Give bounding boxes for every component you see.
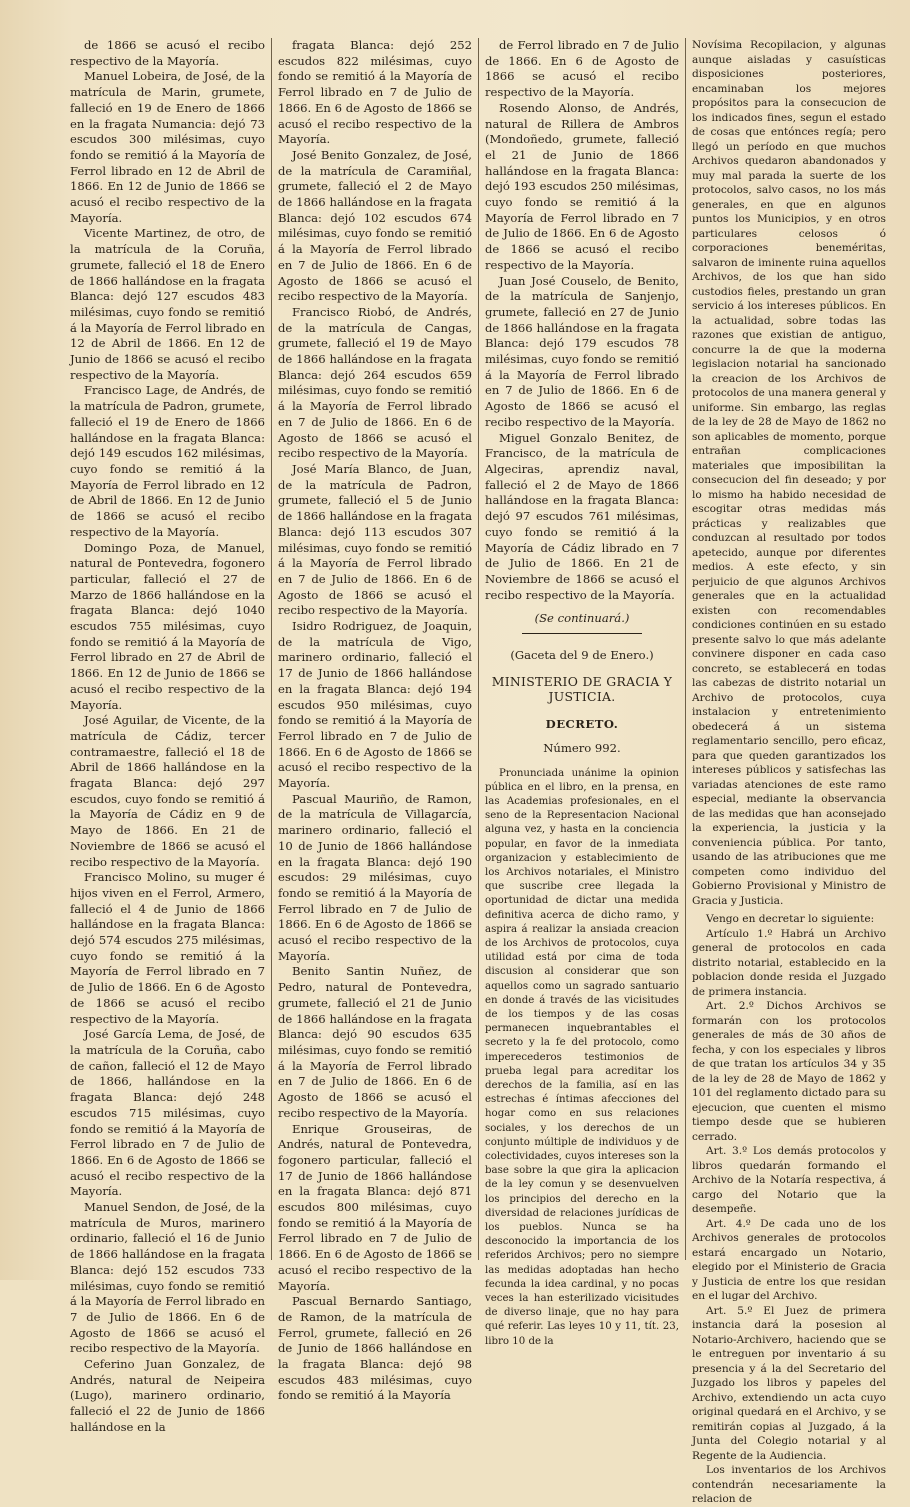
column-3 (478, 38, 685, 1347)
paragraph: Benito Santin Nuñez, de Pedro, natural de Pontevedra, grumete, falleció el 21 de Junio de 1866 hallándose en la fragata Blanca: dejó 90 escudos 635 milésimas, cuyo fondo se remitió á la Mayoría de Ferrol librado en 7 de Julio de 1866. En 6 de Agosto de 1866 se acusó el recibo respectivo de la Mayoría. (278, 964, 472, 1120)
decree-number: Número 992. (543, 740, 621, 755)
paragraph: de Ferrol librado en 7 de Julio de 1866. En 6 de Agosto de 1866 se acusó el recibo respectivo de la Mayoría. (485, 38, 679, 100)
decree-article: Los inventarios de los Archivos contendrán necesariamente la relacion de (692, 1464, 886, 1505)
paragraph: Francisco Molino, su muger é hijos viven en el Ferrol, Armero, falleció el 4 de Junio de 1866 hallándose en la fragata Blanca: dejó 574 escudos 275 milésimas, cuyo fondo se remitió á la Mayoría de Ferrol librado en 7 de Julio de 1866. En 6 de Agosto de 1866 se acusó el recibo respectivo de la Mayoría. (70, 870, 265, 1026)
continued-note: (Se continuará.) (534, 611, 630, 626)
decree-enacting-clause: Vengo en decretar lo siguiente: (706, 913, 875, 925)
decree-article: Art. 5.º El Juez de primera instancia dará la posesion al Notario-Archivero, haciendo que se le entreguen por inventario á su presencia y á la del Secretario del Juzgado los libros y papeles del Archivo, extendiendo un acta cuyo original quedará en el Archivo, y se remitirán copias al Juzgado, á la Junta del Colegio notarial y al Regente de la Audiencia. (692, 1304, 886, 1462)
paragraph: Domingo Poza, de Manuel, natural de Pontevedra, fogonero particular, falleció el 27 de Marzo de 1866 hallándose en la fragata Blanca: dejó 1040 escudos 755 milésimas, cuyo fondo se remitió á la Mayoría de Ferrol librado en 27 de Abril de 1866. En 12 de Junio de 1866 se acusó el recibo respectivo de la Mayoría. (70, 540, 265, 712)
paragraph: Manuel Sendon, de José, de la matrícula de Muros, marinero ordinario, falleció el 16 de Junio de 1866 hallándose en la fragata Blanca: dejó 152 escudos 733 milésimas, cuyo fondo se remitió á la Mayoría de Ferrol librado en 7 de Julio de 1866. En 6 de Agosto de 1866 se acusó el recibo respectivo de la Mayoría. (70, 1200, 265, 1356)
decree-article: Art. 4.º De cada uno de los Archivos generales de protocolos estará encargado un Notario, elegido por el Ministerio de Gracia y Justicia de entre los que residan en el lugar del Archivo. (692, 1217, 886, 1302)
column-4 (685, 38, 892, 1505)
decree-article: Art. 2.º Dichos Archivos se formarán con los protocolos generales de más de 30 años de fecha, y con los especiales y libros de que tratan los artículos 34 y 35 de la ley de 28 de Mayo de 1862 y 101 del reglamento dictado para su ejecucion, que cuenten el mismo tiempo desde que se hubieren cerrado. (692, 1000, 886, 1143)
paragraph: Rosendo Alonso, de Andrés, natural de Rillera de Ambros (Mondoñedo, grumete, falleció el 21 de Junio de 1866 hallándose en la fragata Blanca: dejó 193 escudos 250 milésimas, cuyo fondo se remitió á la Mayoría de Ferrol librado en 7 de Julio de 1866. En 6 de Agosto de 1866 se acusó el recibo respectivo de la Mayoría. (485, 100, 679, 272)
paragraph: José María Blanco, de Juan, de la matrícula de Padron, grumete, falleció el 5 de Junio de 1866 hallándose en la fragata Blanca: dejó 113 escudos 307 milésimas, cuyo fondo se remitió á la Mayoría de Ferrol librado en 7 de Julio de 1866. En 6 de Agosto de 1866 se acusó el recibo respectivo de la Mayoría. (278, 461, 472, 618)
paragraph: Pascual Mauriño, de Ramon, de la matrícula de Villagarcía, marinero ordinario, falleció el 10 de Junio de 1866 hallándose en la fragata Blanca: dejó 190 escudos: 29 milésimas, cuyo fondo se remitió á la Mayoría de Ferrol librado en 7 de Julio de 1866. En 6 de Agosto de 1866 se acusó el recibo respectivo de la Mayoría. (278, 791, 472, 963)
decree-article: Art. 3.º Los demás protocolos y libros quedarán formando el Archivo de la Notaría respectiva, á cargo del Notario que la desempeñe. (692, 1145, 886, 1215)
column-2 (271, 38, 478, 1403)
paragraph: Miguel Gonzalo Benitez, de Francisco, de la matrícula de Algeciras, aprendiz naval, falleció el 2 de Mayo de 1866 hallándose en la fragata Blanca: dejó 97 escudos 761 milésimas, cuyo fondo se remitió á la Mayoría de Cádiz librado en 7 de Julio de 1866. En 21 de Noviembre de 1866 se acusó el recibo respectivo de la Mayoría. (485, 430, 679, 602)
decree-article: Artículo 1.º Habrá un Archivo general de protocolos en cada distrito notarial, establecido en la poblacion donde resida el Juzgado de primera instancia. (692, 927, 886, 998)
decree-preamble: Pronunciada unánime la opinion pública en el libro, en la prensa, en las Academias profesionales, en el seno de la Representacion Nacional alguna vez, y hasta en la conciencia popular, en favor de la inmediata organizacion y establecimiento de los Archivos notariales, el Ministro que suscribe cree llegada la oportunidad de dictar una medida definitiva acerca de dicho ramo, y aspira á realizar la ansiada creacion de los Archivos de protocolos, cuya utilidad está por cima de toda discusion al considerar que son aquellos como un sagrado santuario en donde á través de las vicisitudes de los tiempos y de las cosas permanecen inquebrantables el secreto y la fe del protocolo, como imperecederos testimonios de prueba legal para acreditar los derechos de la familia, así en las estrechas é íntimas afecciones del hogar como en sus relaciones sociales, y los derechos de un conjunto múltiple de individuos y de colectividades, cuyos intereses son la base sobre la que gira la aplicacion de la ley comun y se desenvuelven los principios del derecho en la diversidad de relaciones jurídicas de los pueblos. Nunca se ha desconocido la importancia de los referidos Archivos; pero no siempre las medidas adoptadas han hecho fecunda la idea cardinal, y no pocas veces la han esterilizado vicisitudes de diverso linaje, que no hay para qué referir. Las leyes 10 y 11, tít. 23, libro 10 de la (485, 767, 679, 1347)
paragraph: Vicente Martinez, de otro, de la matrícula de la Coruña, grumete, falleció el 18 de Enero de 1866 hallándose en la fragata Blanca: dejó 127 escudos 483 milésimas, cuyo fondo se remitió á la Mayoría de Ferrol librado en 12 de Abril de 1866. En 12 de Junio de 1866 se acusó el recibo respectivo de la Mayoría. (70, 226, 265, 382)
paragraph: Isidro Rodriguez, de Joaquin, de la matrícula de Vigo, marinero ordinario, falleció el 17 de Junio de 1866 hallándose en la fragata Blanca: dejó 194 escudos 950 milésimas, cuyo fondo se remitió á la Mayoría de Ferrol librado en 7 de Julio de 1866. En 6 de Agosto de 1866 se acusó el recibo respectivo de la Mayoría. (278, 619, 472, 791)
paragraph: José García Lema, de José, de la matrícula de la Coruña, cabo de cañon, falleció el 12 de Mayo de 1866, hallándose en la fragata Blanca: dejó 248 escudos 715 milésimas, cuyo fondo se remitió á la Mayoría de Ferrol librado en 7 de Julio de 1866. En 6 de Agosto de 1866 se acusó el recibo respectivo de la Mayoría. (70, 1027, 265, 1199)
paragraph: José Aguilar, de Vicente, de la matrícula de Cádiz, tercer contramaestre, falleció el 18 de Abril de 1866 hallándose en la fragata Blanca: dejó 297 escudos, cuyo fondo se remitió á la Mayoría de Cádiz en 9 de Mayo de 1866. En 21 de Noviembre de 1866 se acusó el recibo respectivo de la Mayoría. (70, 713, 265, 869)
paragraph: Francisco Riobó, de Andrés, de la matrícula de Cangas, grumete, falleció el 19 de Mayo de 1866 hallándose en la fragata Blanca: dejó 264 escudos 659 milésimas, cuyo fondo se remitió á la Mayoría de Ferrol librado en 7 de Julio de 1866. En 6 de Agosto de 1866 se acusó el recibo respectivo de la Mayoría. (278, 304, 472, 461)
paragraph: Ceferino Juan Gonzalez, de Andrés, natural de Neipeira (Lugo), marinero ordinario, falleció el 22 de Junio de 1866 hallándose en la (70, 1357, 265, 1434)
paragraph: José Benito Gonzalez, de José, de la matrícula de Caramiñal, grumete, falleció el 2 de Mayo de 1866 hallándose en la fragata Blanca: dejó 102 escudos 674 milésimas, cuyo fondo se remitió á la Mayoría de Ferrol librado en 7 de Julio de 1866. En 6 de Agosto de 1866 se acusó el recibo respectivo de la Mayoría. (278, 147, 472, 304)
paragraph: Enrique Grouseiras, de Andrés, natural de Pontevedra, fogonero particular, falleció el 17 de Junio de 1866 hallándose en la fragata Blanca: dejó 871 escudos 800 milésimas, cuyo fondo se remitió á la Mayoría de Ferrol librado en 7 de Julio de 1866. En 6 de Agosto de 1866 se acusó el recibo respectivo de la Mayoría. (278, 1121, 472, 1293)
column-1 (64, 38, 271, 1434)
text-columns (64, 38, 894, 1505)
decree-preamble-continued: Novísima Recopilacion, y algunas aunque aisladas y casuísticas disposiciones posteriores, encaminaban los mejores propósitos para la consecucion de los indicados fines, segun el estado de cosas que entónces regía; pero llegó un período en que muchos Archivos quedaron abandonados y muy mal parada la suerte de los protocolos, salvo casos, no los más generales, en que en algunos puntos los Municipios, y en otros particulares celosos ó corporaciones beneméritas, salvaron de iminente ruina aquellos Archivos, de los que han sido custodios fieles, prestando un gran servicio á los intereses públicos. En la actualidad, sobre todas las razones que existian de antiguo, concurre la de que la moderna legislacion notarial ha sancionado la creacion de los Archivos de protocolos de una manera general y uniforme. Sin embargo, las reglas de la ley de 28 de Mayo de 1862 no son aplicables de momento, porque entrañan complicaciones materiales que imposibilitan la consecucion del fin deseado; y por lo mismo ha habido necesidad de escogitar otras medidas más prácticas y realizables que conduzcan al resultado por todos apetecido, aunque por diferentes medios. A este efecto, y sin perjuicio de que algunos Archivos generales que en la actualidad existen con recomendables condiciones continúen en su estado presente salvo lo que más adelante convinere disponer en cada caso concreto, se establecerá en todas las cabezas de distrito notarial un Archivo de protocolos, cuya instalacion y entretenimiento obedecerá á un sistema reglamentario sencillo, pero eficaz, para que queden garantizados los intereses públicos y satisfechas las variadas atenciones de este ramo especial, mediante la observancia de las medidas que han aconsejado la experiencia, la justicia y la conveniencia pública. Por tanto, usando de las atribuciones que me competen como individuo del Gobierno Provisional y Ministro de Gracia y Justicia. (692, 39, 886, 907)
paragraph: Manuel Lobeira, de José, de la matrícula de Marin, grumete, falleció en 19 de Enero de 1866 en la fragata Numancia: dejó 73 escudos 300 milésimas, cuyo fondo se remitió á la Mayoría de Ferrol librado en 12 de Abril de 1866. En 12 de Junio de 1866 se acusó el recibo respectivo de la Mayoría. (70, 69, 265, 225)
section-divider (522, 633, 642, 634)
gazette-source: (Gaceta del 9 de Enero.) (510, 648, 654, 663)
ministry-heading: MINISTERIO DE GRACIA Y JUSTICIA. (491, 673, 673, 705)
paragraph: de 1866 se acusó el recibo respectivo de la Mayoría. (70, 38, 265, 68)
decree-heading: DECRETO. (545, 717, 619, 732)
paragraph: Francisco Lage, de Andrés, de la matrícula de Padron, grumete, falleció el 19 de Enero de 1866 hallándose en la fragata Blanca: dejó 149 escudos 162 milésimas, cuyo fondo se remitió á la Mayoría de Ferrol librado en 12 de Abril de 1866. En 12 de Junio de 1866 se acusó el recibo respectivo de la Mayoría. (70, 383, 265, 539)
paragraph: Juan José Couselo, de Benito, de la matrícula de Sanjenjo, grumete, falleció en 27 de Junio de 1866 hallándose en la fragata Blanca: dejó 179 escudos 78 milésimas, cuyo fondo se remitió á la Mayoría de Ferrol librado en 7 de Julio de 1866. En 6 de Agosto de 1866 se acusó el recibo respectivo de la Mayoría. (485, 273, 679, 429)
paragraph: fragata Blanca: dejó 252 escudos 822 milésimas, cuyo fondo se remitió á la Mayoría de Ferrol librado en 7 de Julio de 1866. En 6 de Agosto de 1866 se acusó el recibo respectivo de la Mayoría. (278, 38, 472, 147)
paragraph: Pascual Bernardo Santiago, de Ramon, de la matrícula de Ferrol, grumete, falleció en 26 de Junio de 1866 hallándose en la fragata Blanca: dejó 98 escudos 483 milésimas, cuyo fondo se remitió á la Mayoría (278, 1294, 472, 1403)
